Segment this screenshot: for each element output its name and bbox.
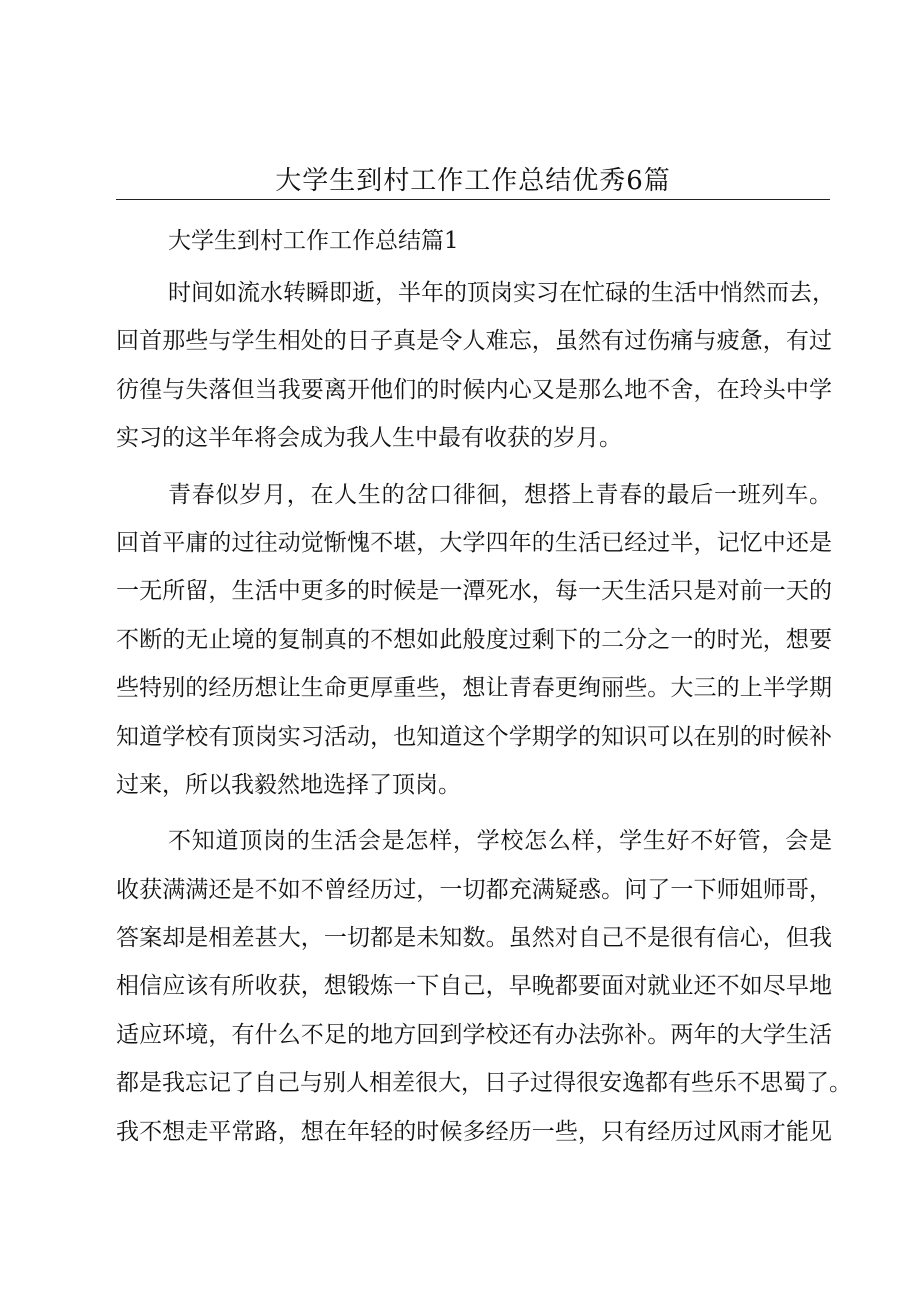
document-title: 大学生到村工作工作总结优秀6篇 — [275, 166, 671, 196]
paragraph-1 — [116, 269, 835, 463]
paragraph-line: 青春似岁月，在人生的岔口徘徊，想搭上青春的最后一班列车。 — [168, 481, 832, 508]
paragraph-line: 时间如流水转瞬即逝，半年的顶岗实习在忙碌的生活中悄然而去， — [168, 280, 835, 306]
paragraph-line: 不知道顶岗的生活会是怎样，学校怎么样，学生好不好管，会是 — [168, 828, 832, 855]
paragraph-2 — [116, 471, 832, 810]
paragraph-line: 适应环境，有什么不足的地方回到学校还有办法弥补。两年的大学生活 — [116, 1021, 832, 1048]
paragraph-line: 都是我忘记了自己与别人相差很大，日子过得很安逸都有些乐不思蜀了。 — [116, 1070, 852, 1097]
paragraph-line: 实习的这半年将会成为我人生中最有收获的岁月。 — [116, 425, 622, 452]
paragraph-line: 彷徨与失落但当我要离开他们的时候内心又是那么地不舍，在玲头中学 — [116, 376, 832, 403]
paragraph-line: 些特别的经历想让生命更厚重些，想让青春更绚丽些。大三的上半学期 — [116, 675, 832, 702]
paragraph-line: 过来，所以我毅然地选择了顶岗。 — [116, 771, 461, 798]
paragraph-line: 知道学校有顶岗实习活动，也知道这个学期学的知识可以在别的时候补 — [116, 723, 832, 750]
section-heading: 大学生到村工作工作总结篇1 — [168, 228, 459, 254]
paragraph-line: 回首那些与学生相处的日子真是令人难忘，虽然有过伤痛与疲惫，有过 — [116, 328, 832, 355]
paragraph-line: 不断的无止境的复制真的不想如此般度过剩下的二分之一的时光，想要 — [116, 626, 832, 653]
document-body — [116, 221, 852, 1164]
paragraph-line: 答案却是相差甚大，一切都是未知数。虽然对自己不是很有信心，但我 — [116, 925, 832, 952]
paragraph-line: 回首平庸的过往动觉惭愧不堪，大学四年的生活已经过半，记忆中还是 — [116, 529, 832, 556]
paragraph-line: 我不想走平常路，想在年轻的时候多经历一些，只有经历过风雨才能见 — [116, 1118, 832, 1145]
paragraph-line: 收获满满还是不如不曾经历过，一切都充满疑惑。问了一下师姐师哥， — [116, 876, 832, 903]
paragraph-line: 一无所留，生活中更多的时候是一潭死水，每一天生活只是对前一天的 — [116, 578, 832, 605]
title-underline — [116, 199, 830, 200]
paragraph-line: 相信应该有所收获，想锻炼一下自己，早晚都要面对就业还不如尽早地 — [116, 973, 832, 1000]
paragraph-3 — [116, 817, 852, 1156]
